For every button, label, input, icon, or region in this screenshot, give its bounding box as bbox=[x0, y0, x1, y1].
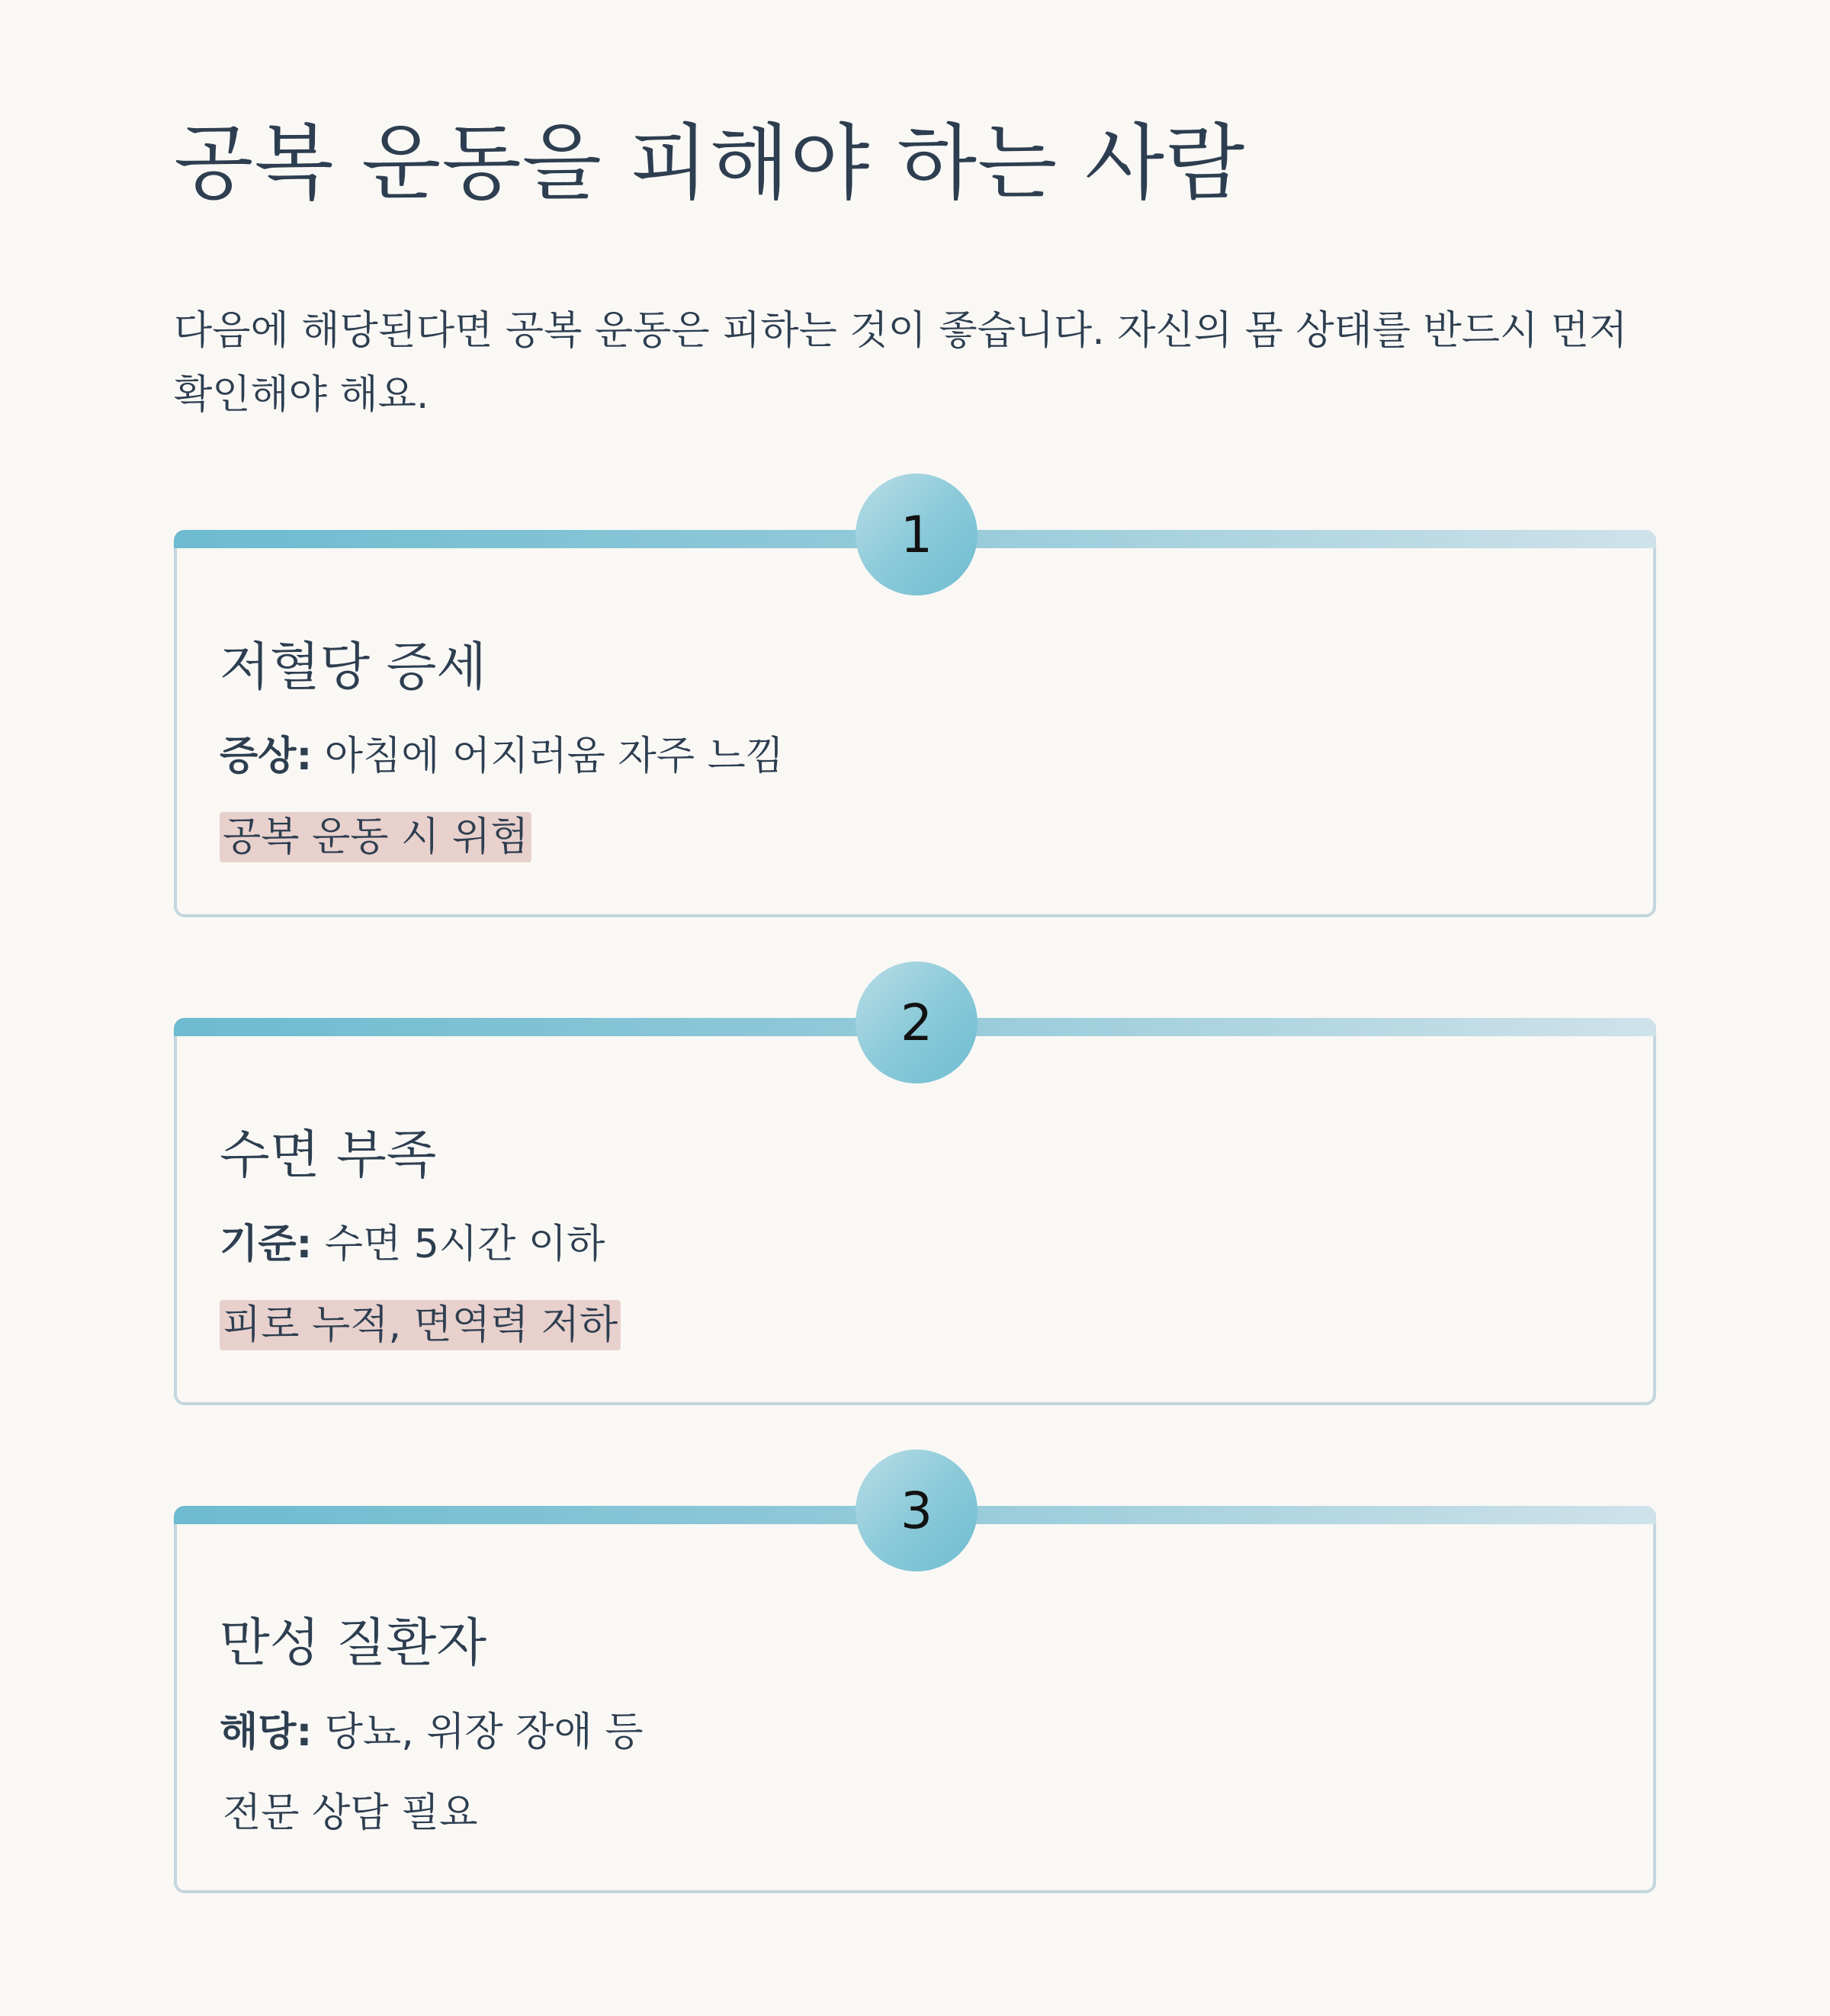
card-note-highlight: 공복 운동 시 위험 bbox=[220, 812, 531, 862]
card-detail bbox=[220, 1706, 644, 1759]
detail-value: 당뇨, 위장 장애 등 bbox=[312, 1709, 644, 1755]
card-sleep-deprivation bbox=[174, 993, 1656, 1405]
detail-label: 해당: bbox=[220, 1709, 313, 1755]
detail-value: 수면 5시간 이하 bbox=[312, 1221, 605, 1267]
card-chronic-illness bbox=[174, 1481, 1656, 1893]
number-badge: 3 bbox=[856, 1449, 978, 1571]
number-badge: 1 bbox=[856, 474, 978, 595]
card-detail bbox=[220, 1218, 605, 1271]
detail-label: 증상: bbox=[220, 734, 313, 779]
card-title: 수면 부족 bbox=[220, 1125, 437, 1186]
page-title: 공복 운동을 피해야 하는 사람 bbox=[174, 116, 1246, 211]
detail-label: 기준: bbox=[220, 1221, 313, 1267]
intro-text: 다음에 해당된다면 공복 운동은 피하는 것이 좋습니다. 자신의 몸 상태를 반드시 먼저 확인해야 해요. bbox=[174, 308, 1628, 418]
card-note: 전문 상담 필요 bbox=[223, 1790, 478, 1836]
card-title: 만성 질환자 bbox=[220, 1613, 487, 1674]
card-low-blood-sugar bbox=[174, 505, 1656, 917]
card-detail bbox=[220, 730, 784, 783]
card-note-highlight: 피로 누적, 면역력 저하 bbox=[220, 1300, 621, 1350]
number-badge: 2 bbox=[856, 961, 978, 1083]
card-title: 저혈당 증세 bbox=[220, 637, 487, 698]
detail-value: 아침에 어지러움 자주 느낌 bbox=[312, 734, 784, 779]
